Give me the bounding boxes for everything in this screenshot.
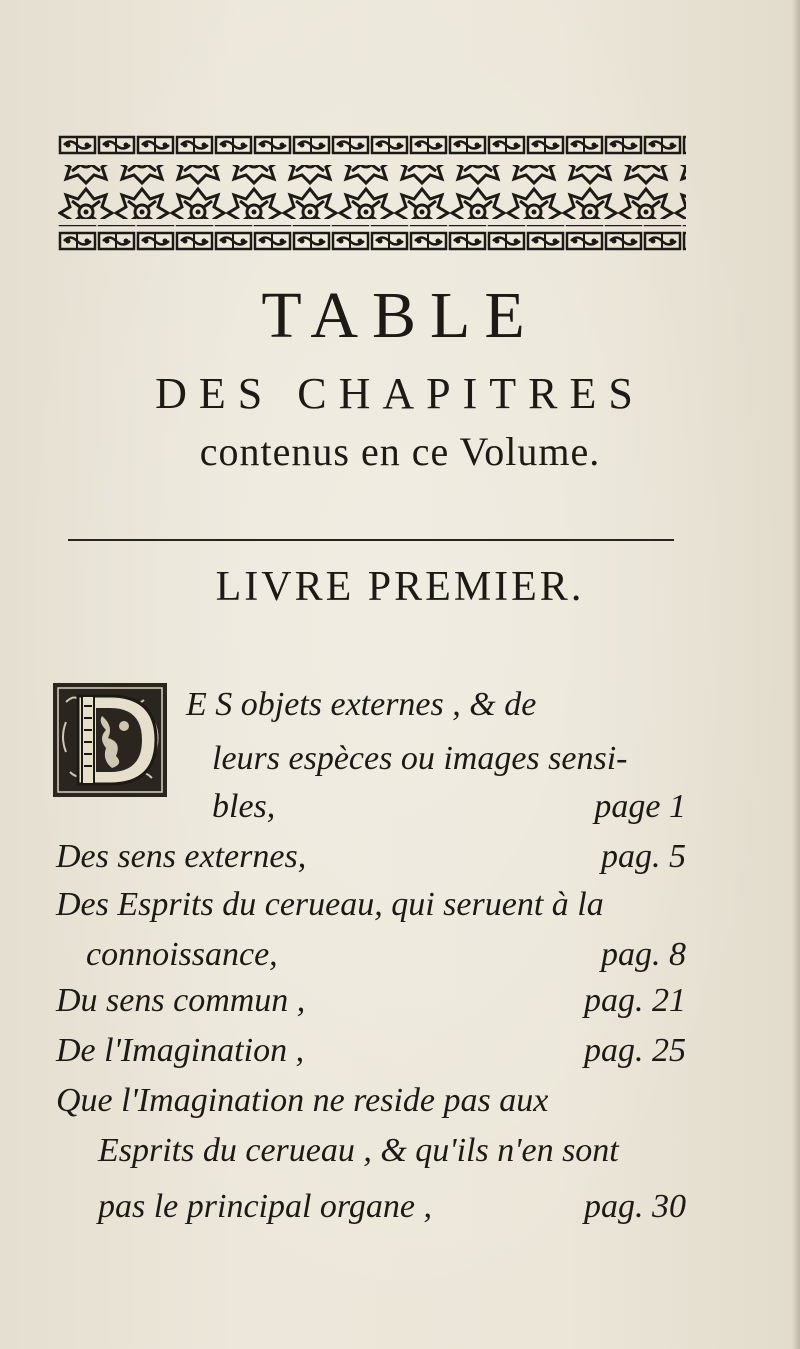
toc-entry-6-page: pag. 30 (584, 1188, 686, 1225)
toc-entry-4-page: pag. 21 (584, 982, 686, 1019)
page-title: TABLE (261, 279, 539, 352)
toc-entry-5-page: pag. 25 (584, 1032, 686, 1069)
toc-entry-6-line-3: pas le principal organe , (98, 1188, 432, 1225)
toc-entry-1-line-1: E S objets externes , & de (186, 686, 537, 723)
toc-entry-1-line-3: bles, (212, 788, 276, 825)
book-heading: LIVRE PREMIER. (215, 564, 585, 610)
toc-entry-6-line-2: Esprits du cerueau , & qu'ils n'en sont (98, 1132, 619, 1169)
toc-entry-6-line-1: Que l'Imagination ne reside pas aux (56, 1082, 549, 1119)
toc-entry-1-page: page 1 (594, 788, 686, 825)
toc-entry-3-line-1: Des Esprits du cerueau, qui seruent à la (56, 886, 604, 923)
page-subtitle: DES CHAPITRES (155, 369, 645, 418)
toc-entry-3-line-2: connoissance, (86, 936, 278, 973)
toc-entry-2-line-1: Des sens externes, (56, 838, 307, 875)
toc-entry-5-line-1: De l'Imagination , (56, 1032, 305, 1069)
toc-entry-4-line-1: Du sens commun , (56, 982, 306, 1019)
toc-entry-2-page: pag. 5 (601, 838, 686, 875)
toc-entry-1-line-2: leurs espèces ou images sensi- (212, 740, 628, 777)
toc-entry-3-page: pag. 8 (601, 936, 686, 973)
page-subtitle-volume: contenus en ce Volume. (199, 429, 601, 474)
